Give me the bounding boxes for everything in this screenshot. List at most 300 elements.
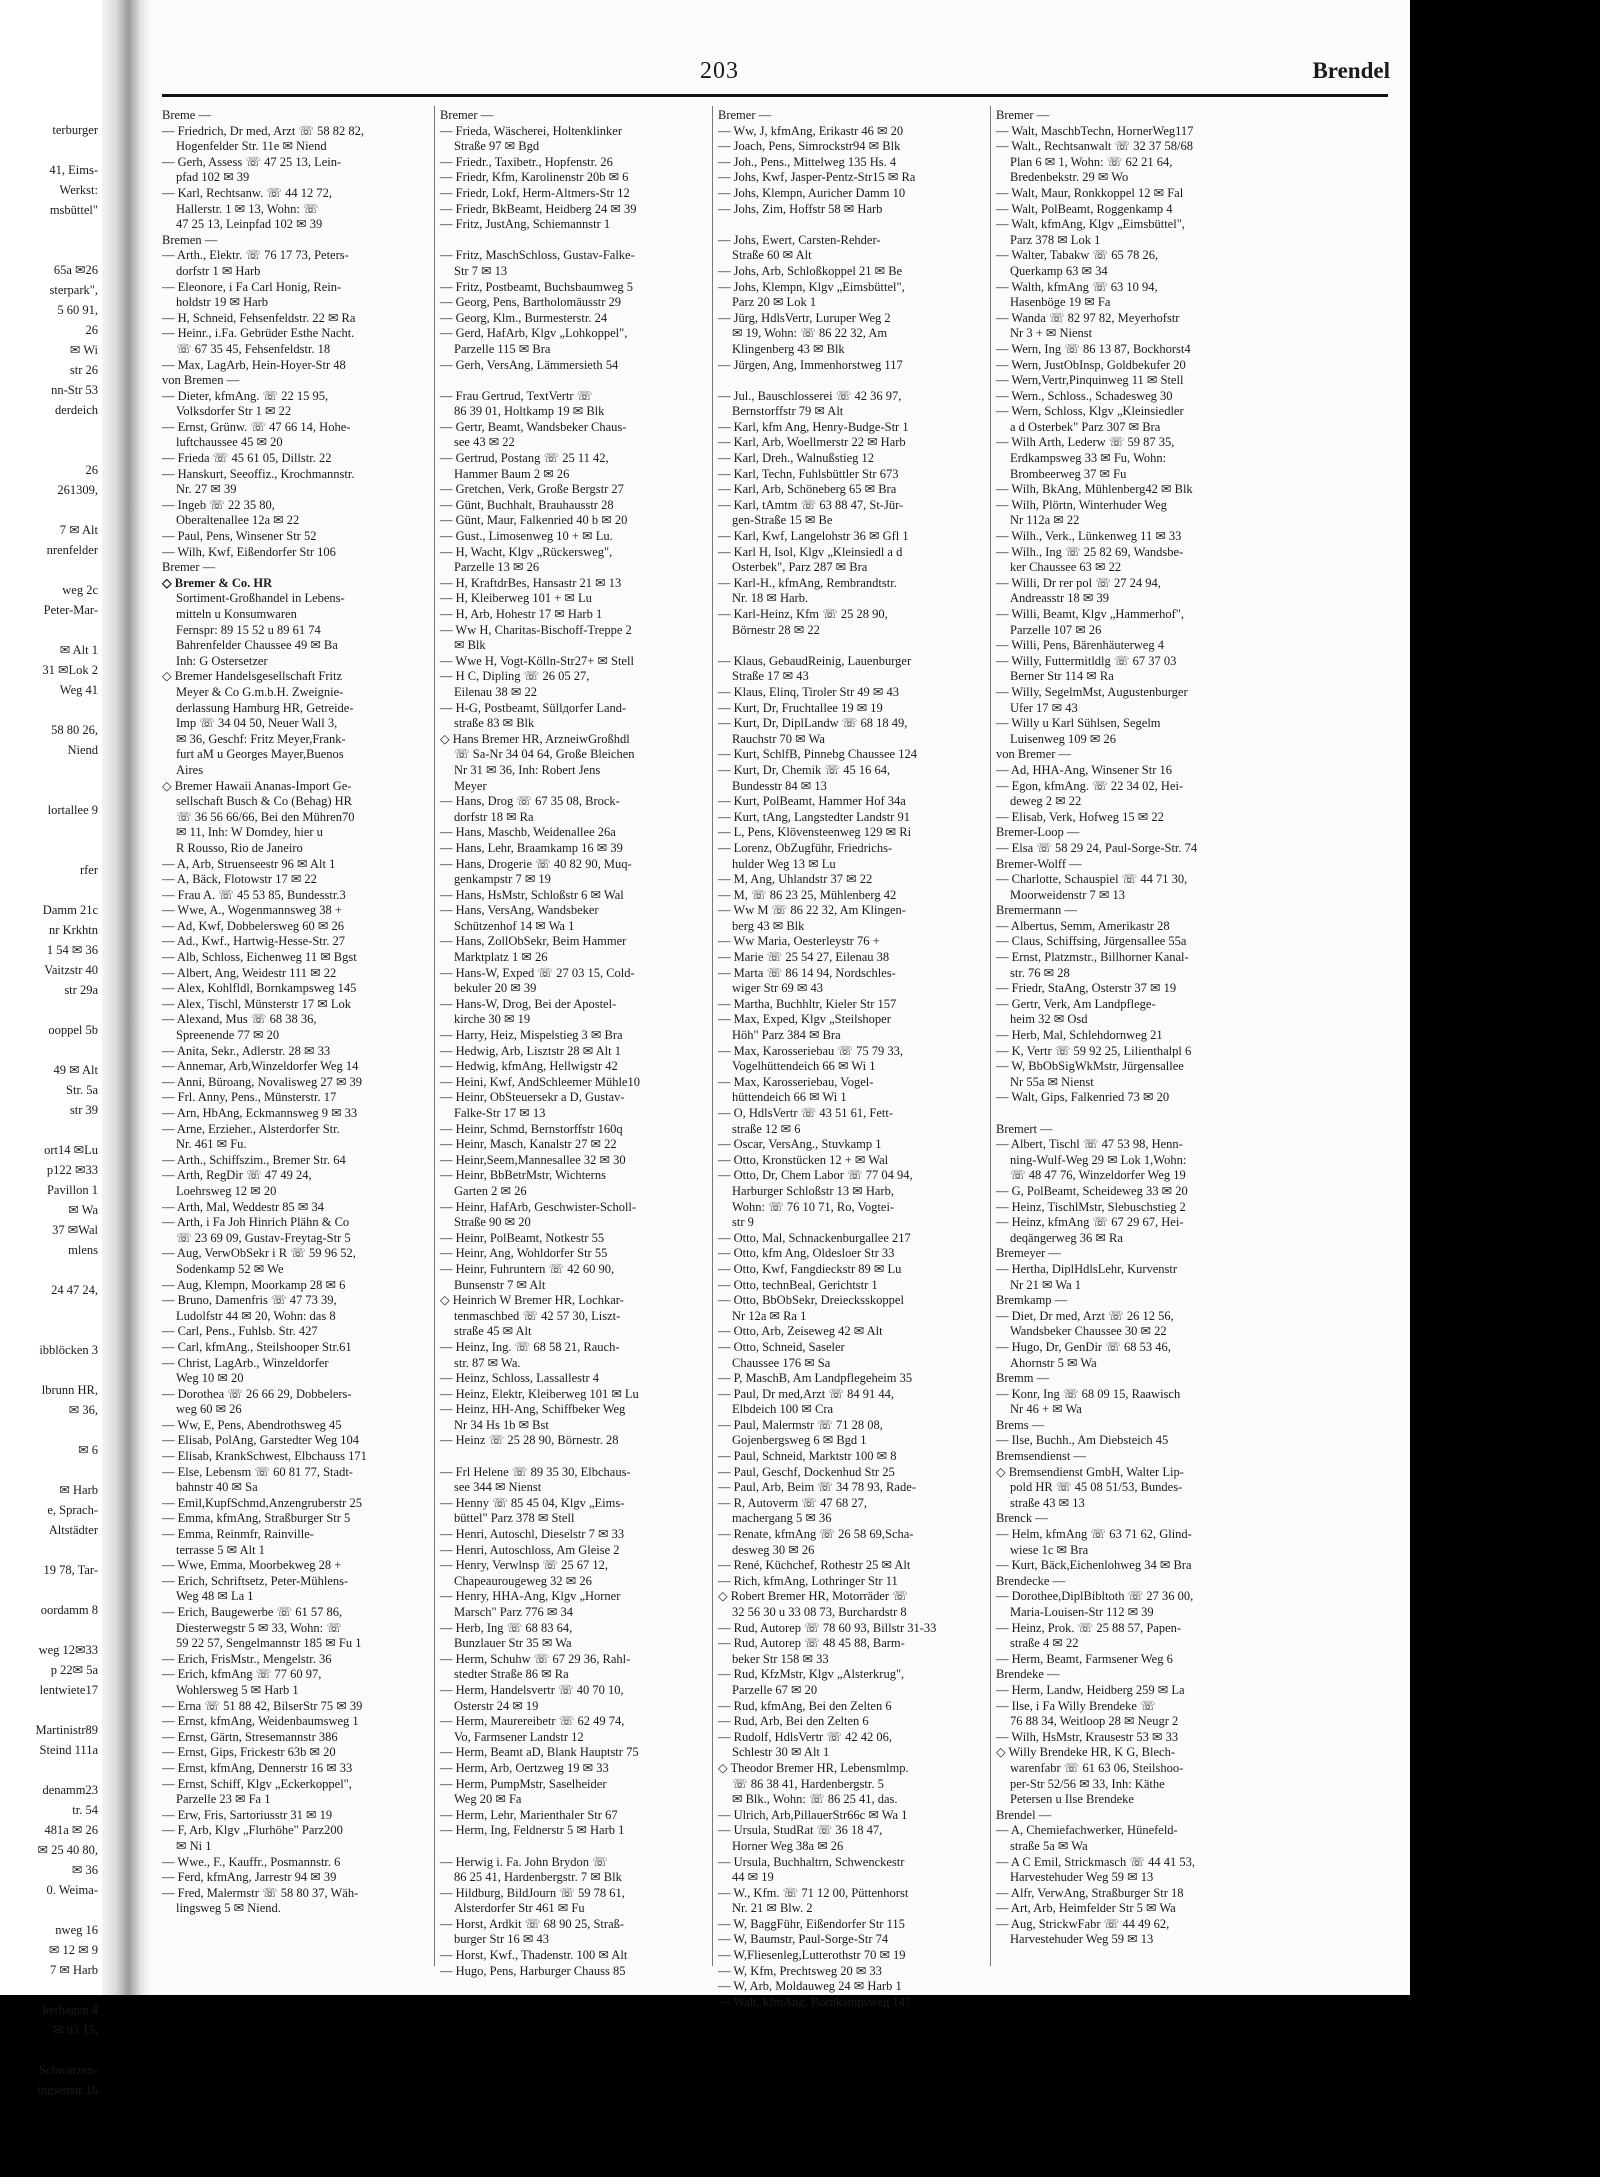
previous-page-line: str 29a: [64, 983, 98, 997]
directory-entry: — A C Emil, Strickmasch ☏ 44 41 53,: [996, 1854, 1195, 1869]
directory-entry: Schlestr 30 ✉ Alt 1: [732, 1745, 830, 1760]
directory-entry: [718, 373, 988, 389]
directory-entry: Bremert —: [996, 1121, 1053, 1136]
directory-entry: Alsterdorfer Str 461 ✉ Fu: [454, 1901, 585, 1916]
directory-entry: ◇ Robert Bremer HR, Motorräder ☏: [718, 1589, 908, 1604]
directory-entry: Nr 112a ✉ 22: [1010, 513, 1080, 528]
previous-page-line: 481a ✉ 26: [44, 1823, 98, 1837]
page-header: [162, 58, 1390, 98]
previous-page-line: ibblöcken 3: [39, 1343, 98, 1357]
directory-entry: — Helm, kfmAng ☏ 63 71 62, Glind-: [996, 1527, 1192, 1542]
directory-entry: — Hans-W, Exped ☏ 27 03 15, Cold-: [440, 965, 635, 980]
previous-page-line: 31 ✉Lok 2: [42, 663, 98, 677]
directory-entry: Gojenbergsweg 6 ✉ Bgd 1: [732, 1433, 867, 1448]
column-divider: [712, 106, 713, 1966]
previous-page-line: [0, 1980, 100, 2000]
previous-page-line: [0, 1700, 100, 1720]
directory-entry: — Ad., Kwf., Hartwig-Hesse-Str. 27: [162, 934, 345, 949]
directory-entry: — Rud, KfzMstr, Klgv „Alsterkrug",: [718, 1667, 905, 1682]
directory-entry: Querkamp 63 ✉ 34: [1010, 263, 1108, 278]
directory-entry: Parzelle 13 ✉ 26: [454, 560, 540, 575]
directory-entry: [718, 638, 988, 654]
directory-entry: Nr 12a ✉ Ra 1: [732, 1308, 807, 1323]
directory-entry: — Lorenz, ObZugführ, Friedrichs-: [718, 840, 893, 855]
directory-entry: — Karl H, Isol, Klgv „Kleinsiedl a d: [718, 544, 903, 559]
directory-entry: Brems —: [996, 1417, 1045, 1432]
previous-page-line: e, Sprach-: [47, 1503, 98, 1517]
previous-page-line: [0, 1360, 100, 1380]
previous-page-line: [0, 700, 100, 720]
directory-entry: — Friedr, StaAng, Osterstr 37 ✉ 19: [996, 981, 1177, 996]
previous-page-line: [0, 500, 100, 520]
directory-entry: Nr 21 ✉ Wa 1: [1010, 1277, 1082, 1292]
directory-entry: — Anni, Büroang, Novalisweg 27 ✉ 39: [162, 1074, 363, 1089]
directory-entry: — O, HdlsVertr ☏ 43 51 61, Fett-: [718, 1106, 893, 1120]
directory-entry: Brendel —: [996, 1807, 1052, 1822]
previous-page-line: ingsenstr 16: [37, 2083, 98, 2097]
directory-entry: — Arn, HbAng, Eckmannsweg 9 ✉ 33: [162, 1106, 358, 1120]
directory-entry: — W., Kfm. ☏ 71 12 00, Püttenhorst: [718, 1885, 909, 1900]
directory-entry: Bremer —: [996, 108, 1050, 122]
directory-entry: — Ilse, Buchh., Am Diebsteich 45: [996, 1433, 1169, 1448]
directory-entry: — Arth., Schiffszim., Bremer Str. 64: [162, 1152, 346, 1167]
directory-entry: Garten 2 ✉ 26: [454, 1183, 527, 1198]
directory-entry: — Arth, Mal, Weddestr 85 ✉ 34: [162, 1199, 324, 1214]
directory-entry: — M, Ang, Uhlandstr 37 ✉ 22: [718, 872, 873, 887]
directory-entry: Bunsenstr 7 ✉ Alt: [454, 1277, 546, 1292]
directory-entry: — Egon, kfmAng. ☏ 22 34 02, Hei-: [996, 778, 1184, 793]
running-head: Brendel: [1312, 58, 1390, 83]
directory-entry: genkampstr 7 ✉ 19: [454, 872, 551, 887]
previous-page-line: [0, 1620, 100, 1640]
directory-entry: — Wern,Vertr,Pinquinweg 11 ✉ Stell: [996, 373, 1184, 388]
directory-entry: — Ernst, Grünw. ☏ 47 66 14, Hohe-: [162, 419, 351, 434]
directory-entry: — Wern, JustObInsp, Goldbekufer 20: [996, 357, 1186, 372]
directory-entry: — F, Arb, Klgv „Flurhöhe" Parz200: [162, 1823, 343, 1838]
previous-page-line: p 22✉ 5a: [50, 1663, 98, 1677]
directory-entry: — W, BaggFühr, Eißendorfer Str 115: [718, 1916, 905, 1931]
directory-entry: Nr 46 + ✉ Wa: [1010, 1402, 1082, 1417]
directory-entry: Spreenende 77 ✉ 20: [176, 1028, 280, 1043]
directory-entry: Klingenberg 43 ✉ Blk: [732, 341, 845, 356]
directory-entry: — Kurt, tAng, Langstedter Landstr 91: [718, 809, 910, 824]
directory-entry: Brendeke —: [996, 1667, 1060, 1682]
directory-entry: — Johs, Arb, Schloßkoppel 21 ✉ Be: [718, 263, 903, 278]
column-divider: [434, 106, 435, 1966]
directory-entry: — Paul, Dr med,Arzt ☏ 84 91 44,: [718, 1386, 895, 1401]
previous-page-line: 1 54 ✉ 36: [46, 943, 98, 957]
directory-entry: — Hans, Drog ☏ 67 35 08, Brock-: [440, 794, 620, 809]
directory-entry: stedter Straße 86 ✉ Ra: [454, 1667, 569, 1682]
directory-entry: Chaussee 176 ✉ Sa: [732, 1355, 831, 1370]
directory-entry: — Max, Exped, Klgv „Steilshoper: [718, 1012, 891, 1027]
directory-entry: — Konr, Ing ☏ 68 09 15, Raawisch: [996, 1386, 1181, 1401]
directory-entry: — H, Arb, Hohestr 17 ✉ Harb 1: [440, 607, 603, 621]
directory-entry: — Horst, Ardkit ☏ 68 90 25, Straß-: [440, 1916, 625, 1931]
directory-entry: tenmaschbed ☏ 42 57 30, Liszt-: [454, 1308, 621, 1323]
directory-entry: — Günt, Buchhalt, Brauhausstr 28: [440, 497, 614, 512]
directory-entry: — Else, Lebensm ☏ 60 81 77, Stadt-: [162, 1464, 353, 1479]
directory-entry: — Heinr, Ang, Wohldorfer Str 55: [440, 1246, 608, 1261]
directory-entry: Nr 31 ✉ 36, Inh: Robert Jens: [454, 762, 601, 777]
previous-page-line: [0, 1900, 100, 1920]
previous-page-line: [0, 1300, 100, 1320]
directory-entry: Meyer & Co G.m.b.H. Zweignie-: [176, 684, 344, 699]
directory-entry: Eilenau 38 ✉ 22: [454, 684, 538, 699]
directory-entry: ker Chaussee 63 ✉ 22: [1010, 560, 1122, 575]
directory-entry: Nr 55a ✉ Nienst: [1010, 1074, 1094, 1089]
directory-entry: Nr 34 Hs 1b ✉ Bst: [454, 1417, 549, 1432]
previous-page-line: ✉ Wa: [68, 1203, 98, 1217]
directory-entry: — Günt, Maur, Falkenried 40 b ✉ 20: [440, 513, 628, 528]
directory-entry: Osterstr 24 ✉ 19: [454, 1698, 539, 1713]
directory-entry: — Carl, kfmAng., Steilshooper Str.61: [162, 1339, 352, 1354]
directory-entry: hulder Weg 13 ✉ Lu: [732, 856, 836, 871]
directory-entry: Hallerstr. 1 ✉ 13, Wohn: ☏: [176, 201, 319, 216]
directory-entry: Erdkampsweg 33 ✉ Fu, Wohn:: [1010, 451, 1167, 466]
directory-entry: — Ernst, kfmAng, Dennerstr 16 ✉ 33: [162, 1760, 353, 1775]
directory-entry: Falke-Str 17 ✉ 13: [454, 1106, 546, 1120]
previous-page-line: lortallee 9: [47, 803, 98, 817]
directory-entry: ✉ 11, Inh: W Domdey, hier u: [176, 825, 323, 840]
directory-entry: Breme —: [162, 108, 211, 122]
directory-entry: — Karl, Dreh., Walnußstieg 12: [718, 451, 875, 466]
directory-entry: berg 43 ✉ Blk: [732, 918, 805, 933]
directory-entry: — Joh., Pens., Mittelweg 135 Hs. 4: [718, 154, 897, 169]
directory-entry: — Heinz, Elektr, Kleiberweg 101 ✉ Lu: [440, 1386, 639, 1401]
directory-entry: — Frieda ☏ 45 61 05, Dillstr. 22: [162, 451, 332, 466]
previous-page-line: Werkst:: [59, 183, 98, 197]
directory-entry: Volksdorfer Str 1 ✉ 22: [176, 404, 292, 419]
directory-entry: Loehrsweg 12 ✉ 20: [176, 1183, 277, 1198]
previous-page-line: Altstädter: [48, 1523, 98, 1537]
directory-entry: — H-G, Postbeamt, Süllдorfer Land-: [440, 700, 627, 715]
previous-page-line: [0, 1540, 100, 1560]
directory-entry: — Alex, Kohlfldl, Bornkampsweg 145: [162, 981, 357, 996]
directory-entry: — Gretchen, Verk, Große Bergstr 27: [440, 482, 624, 497]
directory-entry: — Aug, VerwObSekr i R ☏ 59 96 52,: [162, 1246, 356, 1261]
directory-entry: — Heinr, PolBeamt, Notkestr 55: [440, 1230, 605, 1245]
directory-entry: Maria-Louisen-Str 112 ✉ 39: [1010, 1605, 1154, 1619]
directory-column-1: [162, 108, 432, 1968]
directory-entry: burger Str 16 ✉ 43: [454, 1932, 549, 1947]
directory-entry: — Karl, Kwf, Langelohstr 36 ✉ Gfl 1: [718, 529, 909, 544]
previous-page-line: ✉ Harb: [59, 1483, 98, 1497]
directory-entry: — Ernst, Schiff, Klgv „Eckerkoppel",: [162, 1776, 352, 1791]
directory-entry: — Otto, Kronstücken 12 + ✉ Wal: [718, 1152, 889, 1167]
directory-entry: — Henry, HHA-Ang, Klgv „Horner: [440, 1589, 621, 1604]
directory-entry: — Max, Karosseriebau ☏ 75 79 33,: [718, 1043, 904, 1058]
directory-entry: Straße 97 ✉ Bgd: [454, 139, 540, 154]
directory-entry: Bremermann —: [996, 903, 1077, 918]
previous-page-line: Steind 111a: [39, 1743, 98, 1757]
directory-entry: — P, MaschB, Am Landpflegeheim 35: [718, 1371, 913, 1386]
directory-entry: Bremen —: [162, 232, 218, 247]
previous-page-fragment: [0, 120, 100, 2097]
directory-entry: lingsweg 5 ✉ Niend.: [176, 1901, 281, 1916]
directory-entry: — Willy, SegelmMst, Augustenburger: [996, 684, 1188, 699]
directory-entry: — Herm, Maurereibetr ☏ 62 49 74,: [440, 1714, 625, 1729]
directory-entry: straße 43 ✉ 13: [1010, 1495, 1085, 1510]
previous-page-line: sterpark",: [49, 283, 98, 297]
directory-entry: — Willi, Pens, Bärenhäuterweg 4: [996, 638, 1164, 653]
previous-page-line: ✉ Alt 1: [59, 643, 98, 657]
previous-page-line: [0, 1260, 100, 1280]
previous-page-line: [0, 1320, 100, 1340]
directory-entry: Bremer-Wolff —: [996, 856, 1082, 871]
directory-entry: — Emma, kfmAng, Straßburger Str 5: [162, 1511, 351, 1526]
directory-entry: — Herm, Beamt aD, Blank Hauptstr 75: [440, 1745, 639, 1760]
directory-entry: — W, Baumstr, Paul-Sorge-Str 74: [718, 1932, 889, 1947]
directory-entry: — H, Wacht, Klgv „Rückersweg",: [440, 544, 613, 559]
directory-entry: — Otto, Arb, Zeiseweg 42 ✉ Alt: [718, 1324, 883, 1339]
previous-page-line: nr Krkhtn: [49, 923, 98, 937]
previous-page-line: denamm23: [42, 1783, 98, 1797]
directory-entry: — Karl, Arb, Schöneberg 65 ✉ Bra: [718, 482, 897, 497]
previous-page-line: p122 ✉33: [46, 1163, 98, 1177]
directory-entry: Bremer-Loop —: [996, 825, 1080, 840]
previous-page-line: Schwarzen-: [39, 2063, 98, 2077]
directory-entry: — Willi, Beamt, Klgv „Hammerhof",: [996, 607, 1185, 621]
directory-entry: — Frl Helene ☏ 89 35 30, Elbchaus-: [440, 1464, 631, 1479]
directory-entry: — Karl, kfm Ang, Henry-Budge-Str 1: [718, 419, 909, 434]
directory-entry: Berner Str 114 ✉ Ra: [1010, 669, 1114, 684]
directory-entry: — Ernst, Platzmstr., Billhorner Kanal-: [996, 950, 1189, 965]
directory-entry: — Elisab, PolAng, Garstedter Weg 104: [162, 1433, 359, 1448]
directory-entry: Parz 378 ✉ Lok 1: [1010, 232, 1101, 247]
directory-entry: Brombeerweg 37 ✉ Fu: [1010, 466, 1127, 481]
directory-entry: Hammer Baum 2 ✉ 26: [454, 466, 570, 481]
previous-page-line: rfer: [79, 863, 98, 877]
directory-entry: — Elisab, KrankSchwest, Elbchauss 171: [162, 1449, 367, 1464]
directory-entry: — Frl. Anny, Pens., Münsterstr. 17: [162, 1090, 337, 1105]
previous-page-line: Peter-Mar-: [43, 603, 98, 617]
column-divider: [990, 106, 991, 1966]
directory-entry: — René, Küchchef, Rothestr 25 ✉ Alt: [718, 1558, 911, 1573]
directory-entry: — Hans, Maschb, Weidenallee 26a: [440, 825, 616, 840]
directory-entry: — Heinr, Fuhruntern ☏ 42 60 90,: [440, 1261, 615, 1276]
directory-entry: — Paul, Malermstr ☏ 71 28 08,: [718, 1417, 883, 1432]
directory-entry: — Hertha, DiplHdlsLehr, Kurvenstr: [996, 1261, 1178, 1276]
previous-page-line: nweg 16: [55, 1923, 98, 1937]
directory-entry: — Ww H, Charitas-Bischoff-Treppe 2: [440, 622, 632, 637]
directory-entry: ☏ Sa-Nr 34 04 64, Große Bleichen: [454, 747, 635, 762]
directory-entry: — Albert, Tischl ☏ 47 53 98, Henn-: [996, 1137, 1183, 1152]
previous-page-line: [0, 1760, 100, 1780]
directory-entry: ◇ Bremer Hawaii Ananas-Import Ge-: [162, 778, 352, 793]
directory-entry: — Horst, Kwf., Thadenstr. 100 ✉ Alt: [440, 1948, 628, 1963]
directory-entry: ☏ 48 47 76, Winzeldorfer Weg 19: [1010, 1168, 1186, 1183]
directory-entry: Parzelle 115 ✉ Bra: [454, 341, 551, 356]
directory-entry: — Otto, Kwf, Fangdieckstr 89 ✉ Lu: [718, 1261, 902, 1276]
directory-entry: — Hans, VersAng, Wandsbeker: [440, 903, 599, 918]
previous-page-line: derdeich: [54, 403, 98, 417]
directory-entry: — Johs, Kwf, Jasper-Pentz-Str15 ✉ Ra: [718, 170, 916, 185]
previous-page-line: ✉ 93 15,: [53, 2023, 98, 2037]
directory-entry: — Christ, LagArb., Winzeldorfer: [162, 1355, 329, 1370]
directory-entry: — Gerd, HafArb, Klgv „Lohkoppel",: [440, 326, 628, 341]
directory-entry: see 43 ✉ 22: [454, 435, 515, 450]
directory-entry: Straße 90 ✉ 20: [454, 1215, 531, 1230]
directory-entry: — Dorothee,DiplBibltoth ☏ 27 36 00,: [996, 1589, 1194, 1604]
directory-entry: Str 7 ✉ 13: [454, 263, 508, 278]
directory-entry: — Dorothea ☏ 26 66 29, Dobbelers-: [162, 1386, 352, 1401]
directory-entry: — Henry, Verwlnsp ☏ 25 67 12,: [440, 1558, 609, 1573]
directory-entry: a d Osterbek" Parz 307 ✉ Bra: [1010, 419, 1161, 434]
directory-entry: — Erw, Fris, Sartoriusstr 31 ✉ 19: [162, 1807, 333, 1822]
directory-entry: — Albertus, Semm, Amerikastr 28: [996, 918, 1170, 933]
scan-border-right: [1410, 0, 1600, 2177]
directory-entry: — G, PolBeamt, Scheideweg 33 ✉ 20: [996, 1183, 1188, 1198]
directory-entry: Harvestehuder Weg 59 ✉ 13: [1010, 1932, 1154, 1947]
directory-entry: — Johs, Klempn, Klgv „Eimsbüttel",: [718, 279, 905, 294]
directory-entry: — Ad, HHA-Ang, Winsener Str 16: [996, 762, 1172, 777]
directory-entry: — Heinr, HafArb, Geschwister-Scholl-: [440, 1199, 637, 1214]
directory-entry: — Kurt, Bäck,Eichenlohweg 34 ✉ Bra: [996, 1558, 1192, 1573]
directory-entry: Nr. 18 ✉ Harb.: [732, 591, 809, 606]
directory-entry: 47 25 13, Leinpfad 102 ✉ 39: [176, 217, 323, 232]
directory-entry: — Friedr, Lokf, Herm-Altmers-Str 12: [440, 185, 630, 200]
directory-entry: — Ilse, i Fa Willy Brendeke ☏: [996, 1698, 1156, 1713]
directory-entry: — H, KraftdrBes, Hansastr 21 ✉ 13: [440, 575, 622, 590]
directory-entry: — Heinz, kfmAng ☏ 67 29 67, Hei-: [996, 1215, 1184, 1230]
directory-entry: — Otto, Schneid, Saseler: [718, 1339, 845, 1354]
directory-entry: see 344 ✉ Nienst: [454, 1480, 542, 1495]
directory-entry: — Otto, technBeal, Gerichtstr 1: [718, 1277, 878, 1292]
previous-page-line: 0. Weima-: [46, 1883, 98, 1897]
directory-entry: — Hugo, Pens, Harburger Chauss 85: [440, 1963, 626, 1978]
directory-entry: — Wilh., Verk., Lünkenweg 11 ✉ 33: [996, 529, 1182, 544]
directory-entry: Harburger Schloßstr 13 ✉ Harb,: [732, 1183, 894, 1198]
directory-entry: — Arth, i Fa Joh Hinrich Plähn & Co: [162, 1215, 350, 1230]
directory-entry: — K, Vertr ☏ 59 92 25, Lilienthalpl 6: [996, 1043, 1192, 1058]
directory-entry: Bremm —: [996, 1371, 1050, 1386]
directory-entry: gen-Straße 15 ✉ Be: [732, 513, 833, 528]
directory-entry: — Kurt, Dr, Chemik ☏ 45 16 64,: [718, 762, 891, 777]
directory-entry: — Henri, Autoschloss, Am Gleise 2: [440, 1542, 620, 1557]
directory-entry: — Arne, Erzieher., Alsterdorfer Str.: [162, 1121, 340, 1136]
directory-entry: — Emma, Reinmfr, Rainville-: [162, 1527, 314, 1542]
directory-entry: — Karl-Heinz, Kfm ☏ 25 28 90,: [718, 607, 888, 621]
directory-entry: Bernstorffstr 79 ✉ Alt: [732, 404, 844, 419]
directory-entry: — Hans, Lehr, Braamkamp 16 ✉ 39: [440, 840, 623, 855]
previous-page-line: terburger: [52, 123, 98, 137]
directory-entry: — Max, LagArb, Hein-Hoyer-Str 48: [162, 357, 346, 372]
directory-entry: — Walt, Gips, Falkenried 73 ✉ 20: [996, 1090, 1170, 1105]
previous-page-line: Martinistr89: [35, 1723, 98, 1737]
header-rule: [162, 94, 1388, 97]
directory-entry: — Herm, Handelsvertr ☏ 40 70 10,: [440, 1682, 624, 1697]
directory-entry: bekuler 20 ✉ 39: [454, 981, 537, 996]
directory-entry: — Gertr, Verk, Am Landpflege-: [996, 996, 1156, 1011]
directory-entry: — Ernst, kfmAng, Weidenbaumsweg 1: [162, 1714, 359, 1729]
directory-entry: Ufer 17 ✉ 43: [1010, 700, 1078, 715]
directory-entry: Nr 3 + ✉ Nienst: [1010, 326, 1093, 341]
previous-page-line: [0, 820, 100, 840]
directory-entry: Straße 60 ✉ Alt: [732, 248, 812, 263]
directory-entry: — Charlotte, Schauspiel ☏ 44 71 30,: [996, 872, 1188, 887]
directory-entry: Diesterwegstr 5 ✉ 33, Wohn: ☏: [176, 1620, 342, 1635]
previous-page-line: [0, 560, 100, 580]
directory-entry: straße 83 ✉ Blk: [454, 716, 535, 731]
directory-entry: — Ww, J, kfmAng, Erikastr 46 ✉ 20: [718, 123, 904, 138]
previous-page-line: 41, Eims-: [49, 163, 98, 177]
directory-entry: Nr. 461 ✉ Fu.: [176, 1137, 247, 1152]
directory-entry: [440, 373, 710, 389]
directory-entry: — Frau A. ☏ 45 53 85, Bundesstr.3: [162, 887, 346, 902]
directory-entry: pfad 102 ✉ 39: [176, 170, 250, 185]
directory-entry: deweg 2 ✉ 22: [1010, 794, 1082, 809]
directory-entry: — Wilh, Plörtn, Winterhuder Weg: [996, 497, 1167, 512]
directory-entry: — Walt, kfmAng, Klgv „Eimsbüttel",: [996, 217, 1185, 232]
directory-entry: ☏ 36 56 66/66, Bei den Mühren70: [176, 809, 355, 824]
directory-entry: Petersen u Ilse Brendeke: [1010, 1792, 1134, 1807]
directory-entry: — Paul, Geschf, Dockenhud Str 25: [718, 1464, 895, 1479]
directory-entry: Aires: [176, 762, 204, 777]
directory-entry: — Erich, Schriftsetz, Peter-Mühlens-: [162, 1573, 349, 1588]
directory-entry: — L, Pens, Klövensteenweg 129 ✉ Ri: [718, 825, 912, 840]
directory-entry: Bahrenfelder Chaussee 49 ✉ Ba: [176, 638, 338, 653]
directory-entry: 59 22 57, Sengelmannstr 185 ✉ Fu 1: [176, 1636, 362, 1651]
directory-entry: — Karl, Techn, Fuhlsbüttler Str 673: [718, 466, 899, 481]
directory-entry: ✉ Ni 1: [176, 1838, 212, 1853]
previous-page-line: ✉ 12 ✉ 9: [48, 1943, 98, 1957]
directory-entry: — H C, Dipling ☏ 26 05 27,: [440, 669, 590, 684]
previous-page-line: [0, 420, 100, 440]
previous-page-line: [0, 760, 100, 780]
directory-entry: Vogelhüttendeich 66 ✉ Wi 1: [732, 1059, 876, 1074]
directory-entry: ☏ 86 38 41, Hardenbergstr. 5: [732, 1776, 884, 1791]
directory-entry: — Otto, kfm Ang, Oldesloer Str 33: [718, 1246, 895, 1261]
directory-entry: — Frieda, Wäscherei, Holtenklinker: [440, 123, 623, 138]
directory-entry: — Heini, Kwf, AndSchleemer Mühle10: [440, 1074, 640, 1089]
directory-entry: Horner Weg 38a ✉ 26: [732, 1838, 844, 1853]
previous-page-line: weg 2c: [62, 583, 98, 597]
directory-entry: — Ad, Kwf, Dobbelersweg 60 ✉ 26: [162, 918, 344, 933]
directory-entry: — Oscar, VersAng., Stuvkamp 1: [718, 1137, 882, 1152]
directory-entry: Vo, Farmsener Landstr 12: [454, 1729, 584, 1744]
directory-entry: — Herb, Mal, Schlehdornweg 21: [996, 1028, 1163, 1043]
directory-entry: — Heinz, Prok. ☏ 25 88 57, Papen-: [996, 1620, 1182, 1635]
previous-page-line: lbrunn HR,: [41, 1383, 98, 1397]
directory-entry: — Ernst, Gips, Frickestr 63b ✉ 20: [162, 1745, 336, 1760]
directory-entry: — Arth., Elektr. ☏ 76 17 73, Peters-: [162, 248, 349, 263]
directory-entry: — Rich, kfmAng, Lothringer Str 11: [718, 1573, 898, 1588]
directory-entry: — Herm, Landw, Heidberg 259 ✉ La: [996, 1682, 1185, 1697]
directory-entry: — Wwe., F., Kauffr., Posmannstr. 6: [162, 1854, 341, 1869]
directory-entry: Höh" Parz 384 ✉ Bra: [732, 1028, 841, 1043]
directory-entry: — Ulrich, Arb,PillauerStr66c ✉ Wa 1: [718, 1807, 908, 1822]
directory-entry: — Fritz, JustAng, Schiemannstr 1: [440, 217, 611, 232]
directory-entry: sellschaft Busch & Co (Behag) HR: [176, 794, 353, 809]
directory-entry: — Klaus, GebaudReinig, Lauenburger: [718, 653, 912, 668]
directory-entry: Nr. 21 ✉ Blw. 2: [732, 1901, 813, 1916]
directory-entry: — Friedr, Kfm, Karolinenstr 20b ✉ 6: [440, 170, 629, 185]
directory-entry: [996, 1106, 1266, 1122]
directory-entry: — Willy u Karl Sühlsen, Segelm: [996, 716, 1161, 731]
directory-entry: beker Str 158 ✉ 33: [732, 1651, 829, 1666]
previous-page-line: 19 78, Tar-: [43, 1563, 98, 1577]
directory-entry: — Herm, Ing, Feldnerstr 5 ✉ Harb 1: [440, 1823, 625, 1838]
directory-entry: — Ferd, kfmAng, Jarrestr 94 ✉ 39: [162, 1870, 337, 1885]
directory-entry: — Wilh, BkAng, Mühlenberg42 ✉ Blk: [996, 482, 1193, 497]
directory-entry: — A, Chemiefachwerker, Hünefeld-: [996, 1823, 1178, 1838]
directory-entry: str 9: [732, 1215, 754, 1230]
previous-page-line: [0, 2040, 100, 2060]
directory-entry: str. 87 ✉ Wa.: [454, 1355, 521, 1370]
previous-page-line: [0, 1000, 100, 1020]
previous-page-line: 26: [85, 463, 98, 477]
